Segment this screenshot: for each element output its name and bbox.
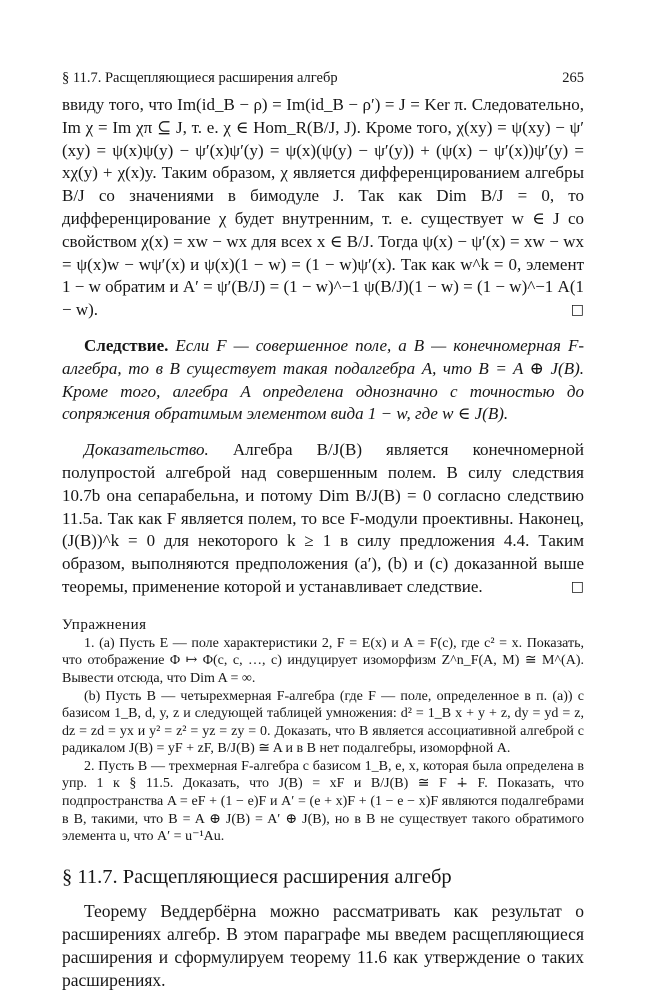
proof-end-text: ввиду того, что Im(id_B − ρ) = Im(id_B − ρ′) = J = Ker π. Следовательно, Im χ = Im χπ ⊆ J, т. е. χ ∈ Hom_R(B/J, J). Кроме того, χ(xy) = ψ(xy) − ψ′(xy) = ψ(x)ψ(y) − ψ′(x)ψ′(y) = ψ(x)(ψ(y) − ψ′(y)) + (ψ(x) − ψ′(x))ψ′(y) = xχ(y) + χ(x)y. Таким образом, χ является дифференцированием алгебры B/J со значениями в бимодуле J. Так как Dim B/J = 0, то дифференцирование χ будет внутренним, т. е. существует w ∈ J со свойством χ(x) = xw − wx для всех x ∈ B/J. Тогда ψ(x) − ψ′(x) = xw − wx = ψ(x)w − wψ′(x) и ψ(x)(1 − w) = (1 − w)ψ′(x). Так как w^k = 0, элемент 1 − w обратим и A′ = ψ′(B/J) = (1 − w)^−1 ψ(B/J)(1 − w) = (1 − w)^−1 A(1 − w). xyxy=(62,95,584,320)
page-body xyxy=(62,94,584,992)
page-number: 265 xyxy=(562,70,584,86)
corollary-text: Если F — совершенное поле, а B — конечномерная F-алгебра, то в B существует такая подалгебра A, что B = A ⊕ J(B). Кроме того, алгебра A определена однозначно с точностью до сопряжения обратимым элементом вида 1 − w, где w ∈ J(B). xyxy=(62,335,584,424)
proof-end-paragraph xyxy=(62,94,584,322)
exercises-list xyxy=(62,635,584,846)
section-title: § 11.7. Расщепляющиеся расширения алгебр xyxy=(62,865,452,888)
corollary-label: Следствие. xyxy=(84,335,169,355)
qed-symbol: □ xyxy=(570,302,584,319)
qed-symbol: □ xyxy=(570,578,584,595)
exercise-item: 2. Пусть B — трехмерная F-алгебра с базисом 1_B, e, x, которая была определена в упр. 1 к § 11.5. Доказать, что J(B) = xF и B/J(B) ≅ F ∔ F. Показать, что подпространства A = eF + (1 − e)F и A′ = (e + x)F + (1 − e − x)F являются подалгебрами в B, такими, что B = A ⊕ J(B) = A′ ⊕ J(B), но в B не существует такого обратимого элемента u, что A′ = u⁻¹Au. xyxy=(62,758,584,845)
corollary-paragraph xyxy=(62,335,584,426)
exercise-item: 1. (a) Пусть E — поле характеристики 2, F = E(x) и A = F(c), где c² = x. Показать, что отображение Φ ↦ Φ(c, c, …, c) индуцирует изоморфизм Z^n_F(A, M) ≅ M^(A). Вывести отсюда, что Dim A = ∞. xyxy=(62,635,584,686)
header-title: § 11.7. Расщепляющиеся расширения алгебр xyxy=(62,70,338,86)
exercises-heading: Упражнения xyxy=(62,616,147,633)
section-intro xyxy=(62,900,584,992)
exercise-item: (b) Пусть B — четырехмерная F-алгебра (где F — поле, определенное в п. (a)) с базисом 1_B, d, y, z и следующей таблицей умножения: d² = 1_B x + y + z, dy = yd = z, dz = zd = yx и y² = z² = yz = zy = 0. Доказать, что B является ассоциативной алгеброй с радикалом J(B) = yF + zF, B/J(B) ≅ A и в B нет подалгебры, изоморфной A. xyxy=(62,688,584,757)
proof-text: Алгебра B/J(B) является конечномерной полупростой алгеброй над совершенным полем. В силу следствия 10.7b она сепарабельна, и потому Dim B/J(B) = 0 согласно следствию 11.5a. Так как F является полем, то все F-модули проективны. Наконец, (J(B))^k = 0 для некоторого k ≥ 1 в силу предложения 4.4. Таким образом, выполняются предположения (a′), (b) и (c) доказанной выше теоремы, применение которой и устанавливает следствие. xyxy=(62,440,585,596)
proof-paragraph xyxy=(62,439,584,599)
section-intro-text: Теорему Веддербёрна можно рассматривать как результат о расширениях алгебр. В этом параграфе мы введем расщепляющиеся расширения и сформулируем теорему 11.6 как утверждение о таких расширениях. xyxy=(62,900,584,990)
running-header xyxy=(62,70,584,90)
proof-label: Доказательство. xyxy=(84,440,209,460)
